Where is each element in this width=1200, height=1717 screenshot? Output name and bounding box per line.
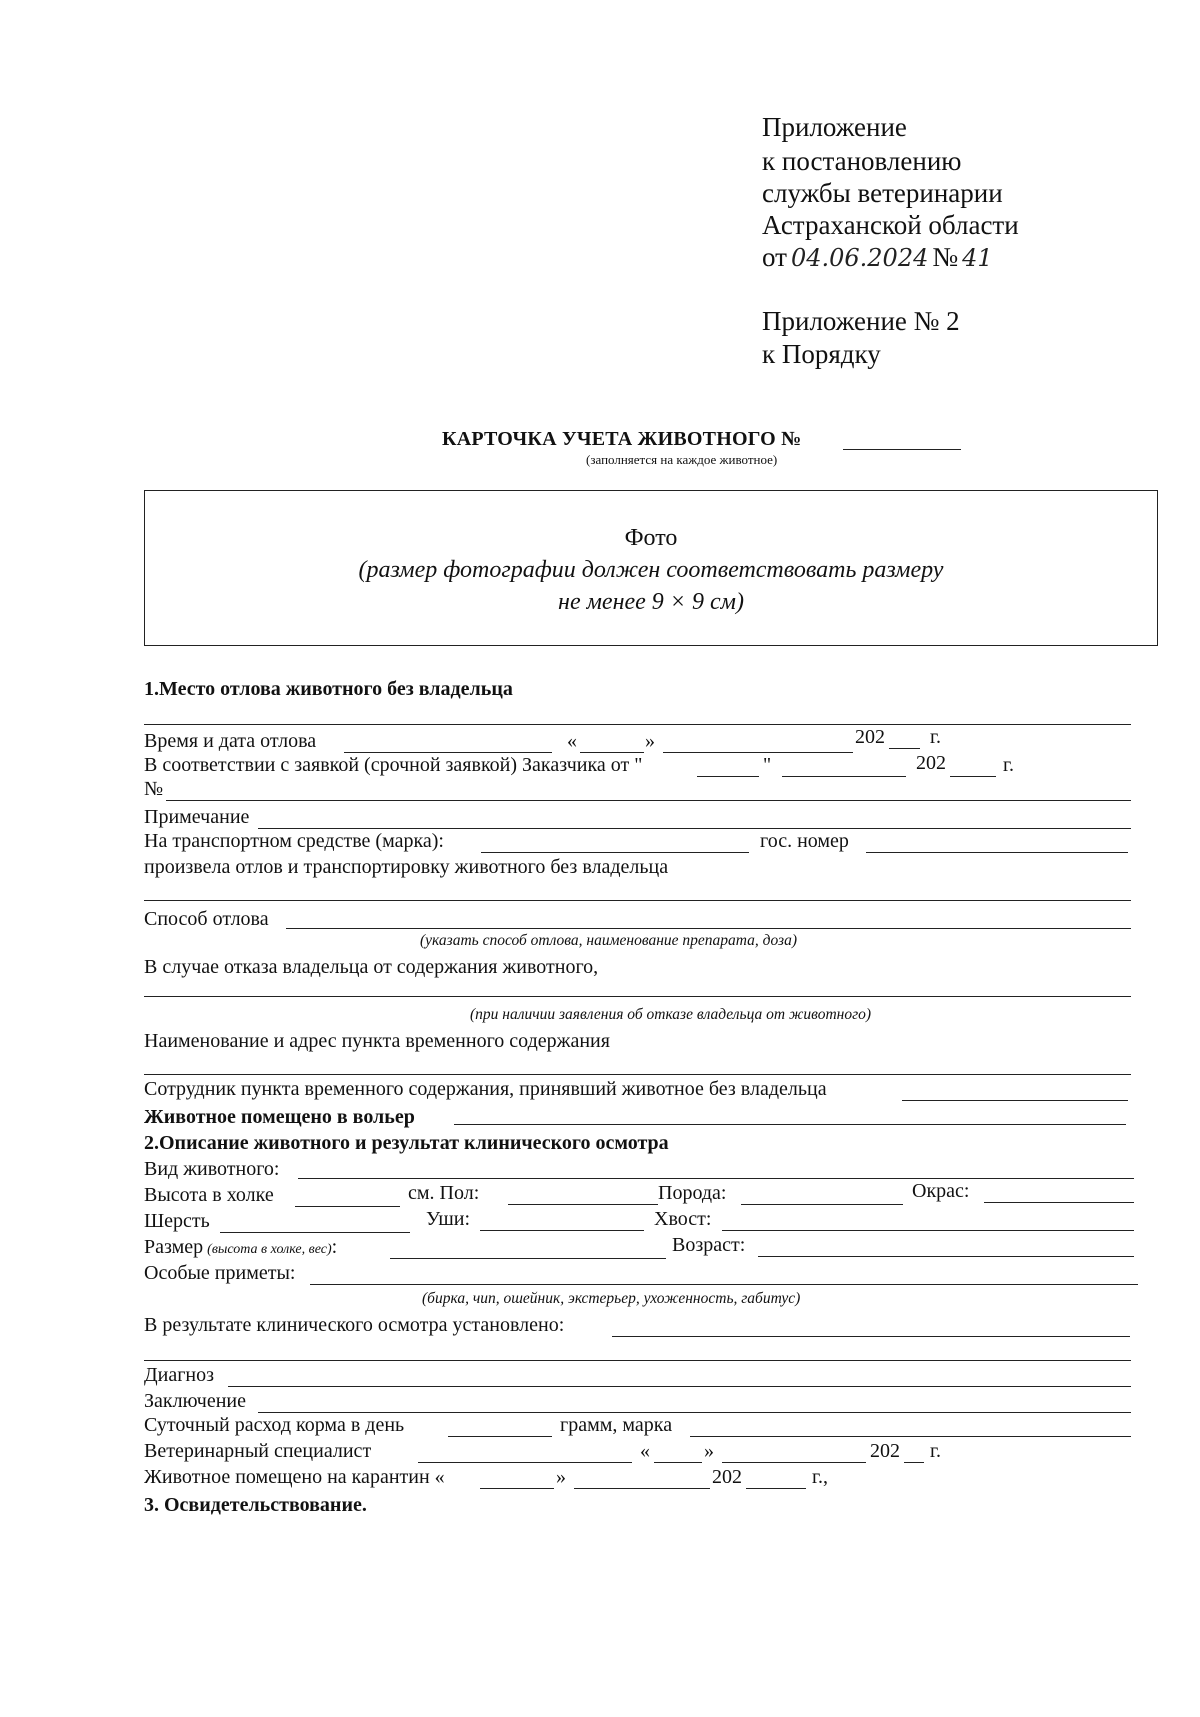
- age-label: Возраст:: [672, 1234, 746, 1256]
- diagnosis-field[interactable]: [228, 1386, 1131, 1387]
- performed-label: произвела отлов и транспортировку животного без владельца: [144, 856, 669, 878]
- request-year-prefix: 202: [916, 752, 946, 774]
- note-label: Примечание: [144, 806, 250, 828]
- appendix-header-line-2: к постановлению: [762, 146, 962, 176]
- vehicle-label: На транспортном средстве (марка):: [144, 830, 444, 852]
- plate-field[interactable]: [866, 852, 1128, 853]
- vet-year-suffix: г.: [930, 1440, 941, 1462]
- capture-year-prefix: 202: [855, 726, 885, 748]
- enclosure-label: Животное помещено в вольер: [144, 1106, 415, 1128]
- marks-hint: (бирка, чип, ошейник, экстерьер, ухоженность, габитус): [422, 1290, 801, 1307]
- request-number-field[interactable]: [166, 800, 1131, 801]
- vet-year-prefix: 202: [870, 1440, 900, 1462]
- vet-year-field[interactable]: [904, 1462, 924, 1463]
- color-field[interactable]: [984, 1202, 1134, 1203]
- capture-year-field[interactable]: [889, 748, 920, 749]
- request-month-field[interactable]: [782, 776, 906, 777]
- size-field[interactable]: [390, 1258, 666, 1259]
- exam-result-field[interactable]: [612, 1336, 1130, 1337]
- vet-name-field[interactable]: [418, 1462, 632, 1463]
- method-hint: (указать способ отлова, наименование препарата, доза): [420, 932, 798, 949]
- species-field[interactable]: [298, 1178, 1134, 1179]
- photo-note-line-2: не менее 9 × 9 см): [558, 589, 744, 615]
- sex-field[interactable]: [508, 1204, 658, 1205]
- quarantine-year-suffix: г.,: [812, 1466, 828, 1488]
- performed-line[interactable]: [144, 900, 1131, 901]
- coat-label: Шерсть: [144, 1210, 210, 1232]
- color-label: Окрас:: [912, 1180, 970, 1202]
- number-label: №: [932, 242, 959, 272]
- size-hint: (высота в холке, вес): [207, 1242, 332, 1257]
- marks-label: Особые приметы:: [144, 1262, 296, 1284]
- appendix2-line-2: к Порядку: [762, 339, 881, 369]
- exam-result-line-2[interactable]: [144, 1360, 1131, 1361]
- request-year-suffix: г.: [1003, 754, 1014, 776]
- decree-date-line: [762, 242, 993, 273]
- appendix-header-line-1: Приложение: [762, 112, 907, 142]
- request-quote-close: ": [763, 754, 772, 776]
- quarantine-quote-close: »: [556, 1466, 566, 1488]
- quarantine-year-prefix: 202: [712, 1466, 742, 1488]
- vet-quote-open: «: [640, 1440, 650, 1462]
- vet-month-field[interactable]: [722, 1462, 866, 1463]
- withers-height-field[interactable]: [295, 1206, 400, 1207]
- tail-field[interactable]: [722, 1230, 1134, 1231]
- photo-note-line-1: (размер фотографии должен соответствовать размеру: [358, 557, 944, 583]
- plate-label: гос. номер: [760, 830, 849, 852]
- card-number-blank[interactable]: [843, 449, 961, 450]
- vet-quote-close: »: [704, 1440, 714, 1462]
- vet-day-field[interactable]: [654, 1462, 702, 1463]
- ears-field[interactable]: [480, 1230, 644, 1231]
- request-day-field[interactable]: [697, 776, 759, 777]
- gram-brand-label: грамм, марка: [560, 1414, 673, 1436]
- card-title: КАРТОЧКА УЧЕТА ЖИВОТНОГО №: [442, 428, 802, 450]
- exam-result-label: В результате клинического осмотра установлено:: [144, 1314, 565, 1336]
- enclosure-field[interactable]: [454, 1124, 1126, 1125]
- tail-label: Хвост:: [654, 1208, 712, 1230]
- breed-label: Порода:: [658, 1182, 727, 1204]
- breed-field[interactable]: [741, 1204, 903, 1205]
- section2-heading: 2.Описание животного и результат клинического осмотра: [144, 1132, 669, 1154]
- capture-day-field[interactable]: [580, 752, 644, 753]
- quote-close: »: [645, 730, 655, 752]
- section1-heading: 1.Место отлова животного без владельца: [144, 678, 513, 700]
- photo-label: Фото: [624, 525, 678, 551]
- size-label-group: [144, 1236, 337, 1259]
- appendix2-line-1: Приложение № 2: [762, 306, 960, 336]
- refusal-line[interactable]: [144, 996, 1131, 997]
- quote-open: «: [567, 730, 577, 752]
- appendix-header-line-4: Астраханской области: [762, 210, 1019, 240]
- note-field[interactable]: [258, 828, 1131, 829]
- size-label: Размер: [144, 1236, 204, 1258]
- quarantine-day-field[interactable]: [480, 1488, 554, 1489]
- diagnosis-label: Диагноз: [144, 1364, 215, 1386]
- staff-field[interactable]: [902, 1100, 1128, 1101]
- withers-height-label: Высота в холке: [144, 1184, 274, 1206]
- card-subtitle: (заполняется на каждое животное): [586, 452, 778, 467]
- coat-field[interactable]: [220, 1232, 410, 1233]
- capture-month-field[interactable]: [663, 752, 853, 753]
- request-label: В соответствии с заявкой (срочной заявкой) Заказчика от ": [144, 754, 643, 776]
- refusal-label: В случае отказа владельца от содержания животного,: [144, 956, 599, 978]
- section1-place-line[interactable]: [144, 724, 1131, 725]
- conclusion-field[interactable]: [258, 1412, 1131, 1413]
- feed-label: Суточный расход корма в день: [144, 1414, 405, 1436]
- staff-label: Сотрудник пункта временного содержания, принявший животное без владельца: [144, 1078, 827, 1100]
- photo-box: [144, 490, 1158, 646]
- cm-sex-label: см. Пол:: [408, 1182, 480, 1204]
- shelter-name-label: Наименование и адрес пункта временного содержания: [144, 1030, 610, 1052]
- request-year-field[interactable]: [950, 776, 996, 777]
- date-prefix: от: [762, 242, 787, 272]
- capture-time-field[interactable]: [344, 752, 552, 753]
- refusal-hint: (при наличии заявления об отказе владельца от животного): [470, 1006, 872, 1023]
- ears-label: Уши:: [426, 1208, 471, 1230]
- shelter-name-line[interactable]: [144, 1074, 1131, 1075]
- capture-year-suffix: г.: [930, 726, 941, 748]
- size-colon: :: [331, 1236, 338, 1258]
- feed-brand-field[interactable]: [690, 1436, 1131, 1437]
- vehicle-brand-field[interactable]: [481, 852, 749, 853]
- age-field[interactable]: [758, 1256, 1134, 1257]
- quarantine-label: Животное помещено на карантин «: [144, 1466, 445, 1488]
- section3-heading: 3. Освидетельствование.: [144, 1494, 367, 1516]
- vet-label: Ветеринарный специалист: [144, 1440, 372, 1462]
- capture-time-label: Время и дата отлова: [144, 730, 317, 752]
- conclusion-label: Заключение: [144, 1390, 246, 1412]
- handwritten-date: 04.06.2024: [790, 244, 929, 272]
- marks-field[interactable]: [310, 1284, 1138, 1285]
- feed-amount-field[interactable]: [448, 1436, 552, 1437]
- quarantine-year-field[interactable]: [746, 1488, 806, 1489]
- quarantine-month-field[interactable]: [574, 1488, 710, 1489]
- method-label: Способ отлова: [144, 908, 269, 930]
- request-number-label: №: [144, 778, 164, 800]
- appendix-header-line-3: службы ветеринарии: [762, 178, 1003, 208]
- species-label: Вид животного:: [144, 1158, 280, 1180]
- method-field[interactable]: [286, 928, 1131, 929]
- handwritten-number: 41: [962, 244, 993, 272]
